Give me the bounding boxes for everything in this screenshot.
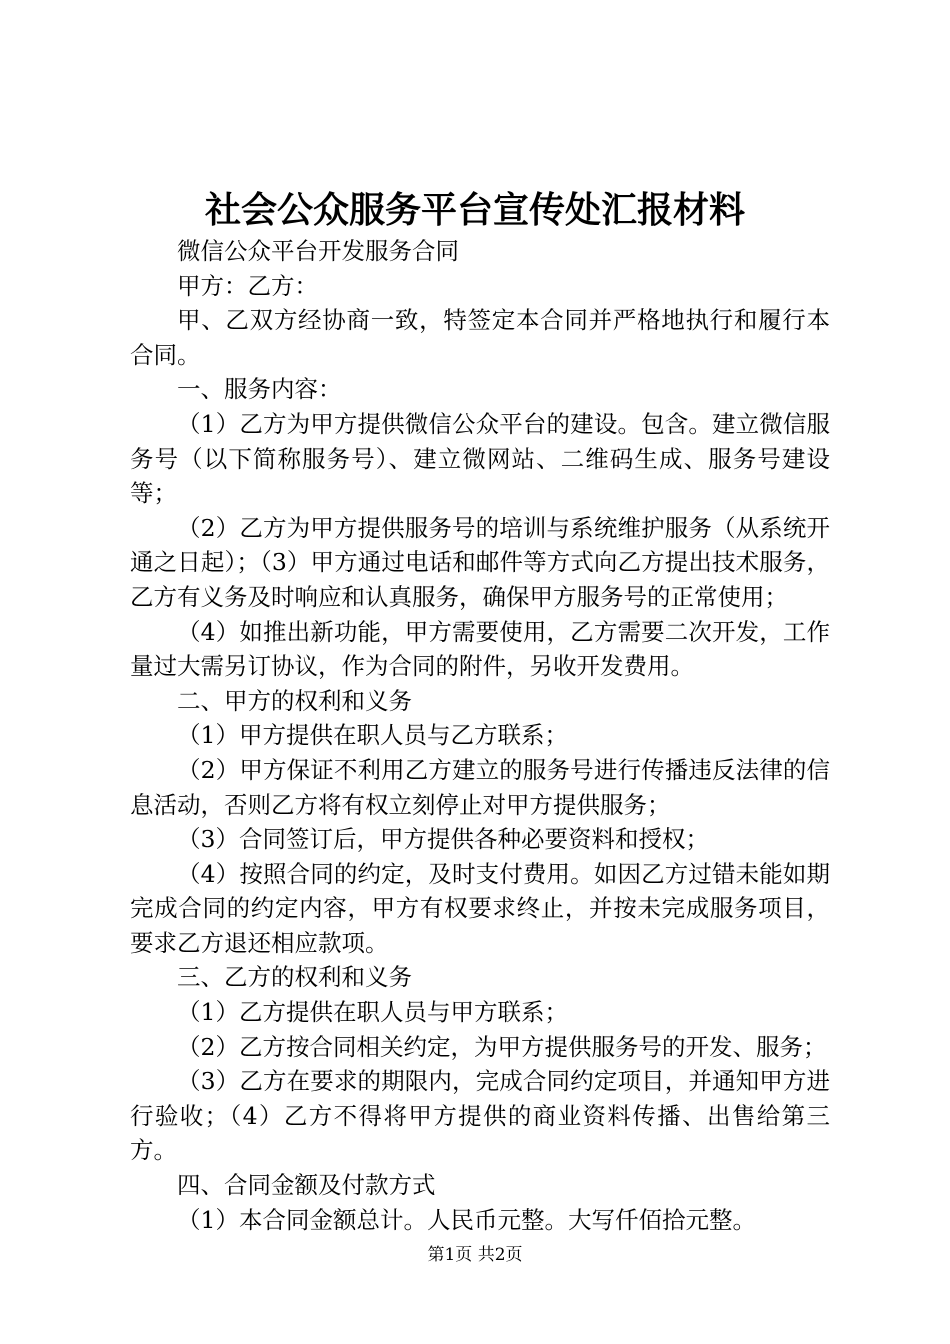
paragraph-payment-1: （1）本合同金额总计。人民币元整。大写仟佰拾元整。 <box>177 1205 756 1234</box>
paragraph-party-b-3: （3）乙方在要求的期限内，完成合同约定项目，并通知甲方进行验收；（4）乙方不得将甲方提供的商业资料传播、出售给第三方。 <box>130 1067 830 1165</box>
document-body <box>130 234 830 1237</box>
section-heading-party-b: 三、乙方的权利和义务 <box>177 963 412 992</box>
paragraph-party-a-3: （3）合同签订后，甲方提供各种必要资料和授权； <box>177 825 709 854</box>
paragraph-preamble: 甲、乙双方经协商一致，特签定本合同并严格地执行和履行本合同。 <box>130 306 830 369</box>
paragraph-party-b-2: （2）乙方按合同相关约定，为甲方提供服务号的开发、服务； <box>177 1032 827 1061</box>
paragraph-party-a-4: （4）按照合同的约定，及时支付费用。如因乙方过错未能如期完成合同的约定内容，甲方有权要求终止，并按未完成服务项目，要求乙方退还相应款项。 <box>130 859 830 957</box>
section-heading-party-a: 二、甲方的权利和义务 <box>177 686 412 715</box>
paragraph-contract-name: 微信公众平台开发服务合同 <box>177 237 459 265</box>
paragraph-party-b-1: （1）乙方提供在职人员与甲方联系； <box>177 998 568 1027</box>
section-heading-service: 一、服务内容： <box>177 375 342 404</box>
paragraph-service-1: （1）乙方为甲方提供微信公众平台的建设。包含。建立微信服务号（以下简称服务号）、建立微网站、二维码生成、服务号建设等； <box>130 409 830 508</box>
paragraph-service-4: （4）如推出新功能，甲方需要使用，乙方需要二次开发，工作量过大需另订协议，作为合同的附件，另收开发费用。 <box>130 617 830 681</box>
section-heading-payment: 四、合同金额及付款方式 <box>177 1171 436 1200</box>
page-number-footer: 第1页 共2页 <box>427 1245 523 1265</box>
document-title: 社会公众服务平台宣传处汇报材料 <box>204 189 745 231</box>
paragraph-service-2: （2）乙方为甲方提供服务号的培训与系统维护服务（从系统开通之日起）；（3）甲方通过电话和邮件等方式向乙方提出技术服务，乙方有义务及时响应和认真服务，确保甲方服务号的正常使用； <box>130 513 830 611</box>
paragraph-parties: 甲方：乙方： <box>177 271 318 300</box>
paragraph-party-a-2: （2）甲方保证不利用乙方建立的服务号进行传播违反法律的信息活动，否则乙方将有权立刻停止对甲方提供服务； <box>130 755 830 819</box>
paragraph-party-a-1: （1）甲方提供在职人员与乙方联系； <box>177 721 568 750</box>
